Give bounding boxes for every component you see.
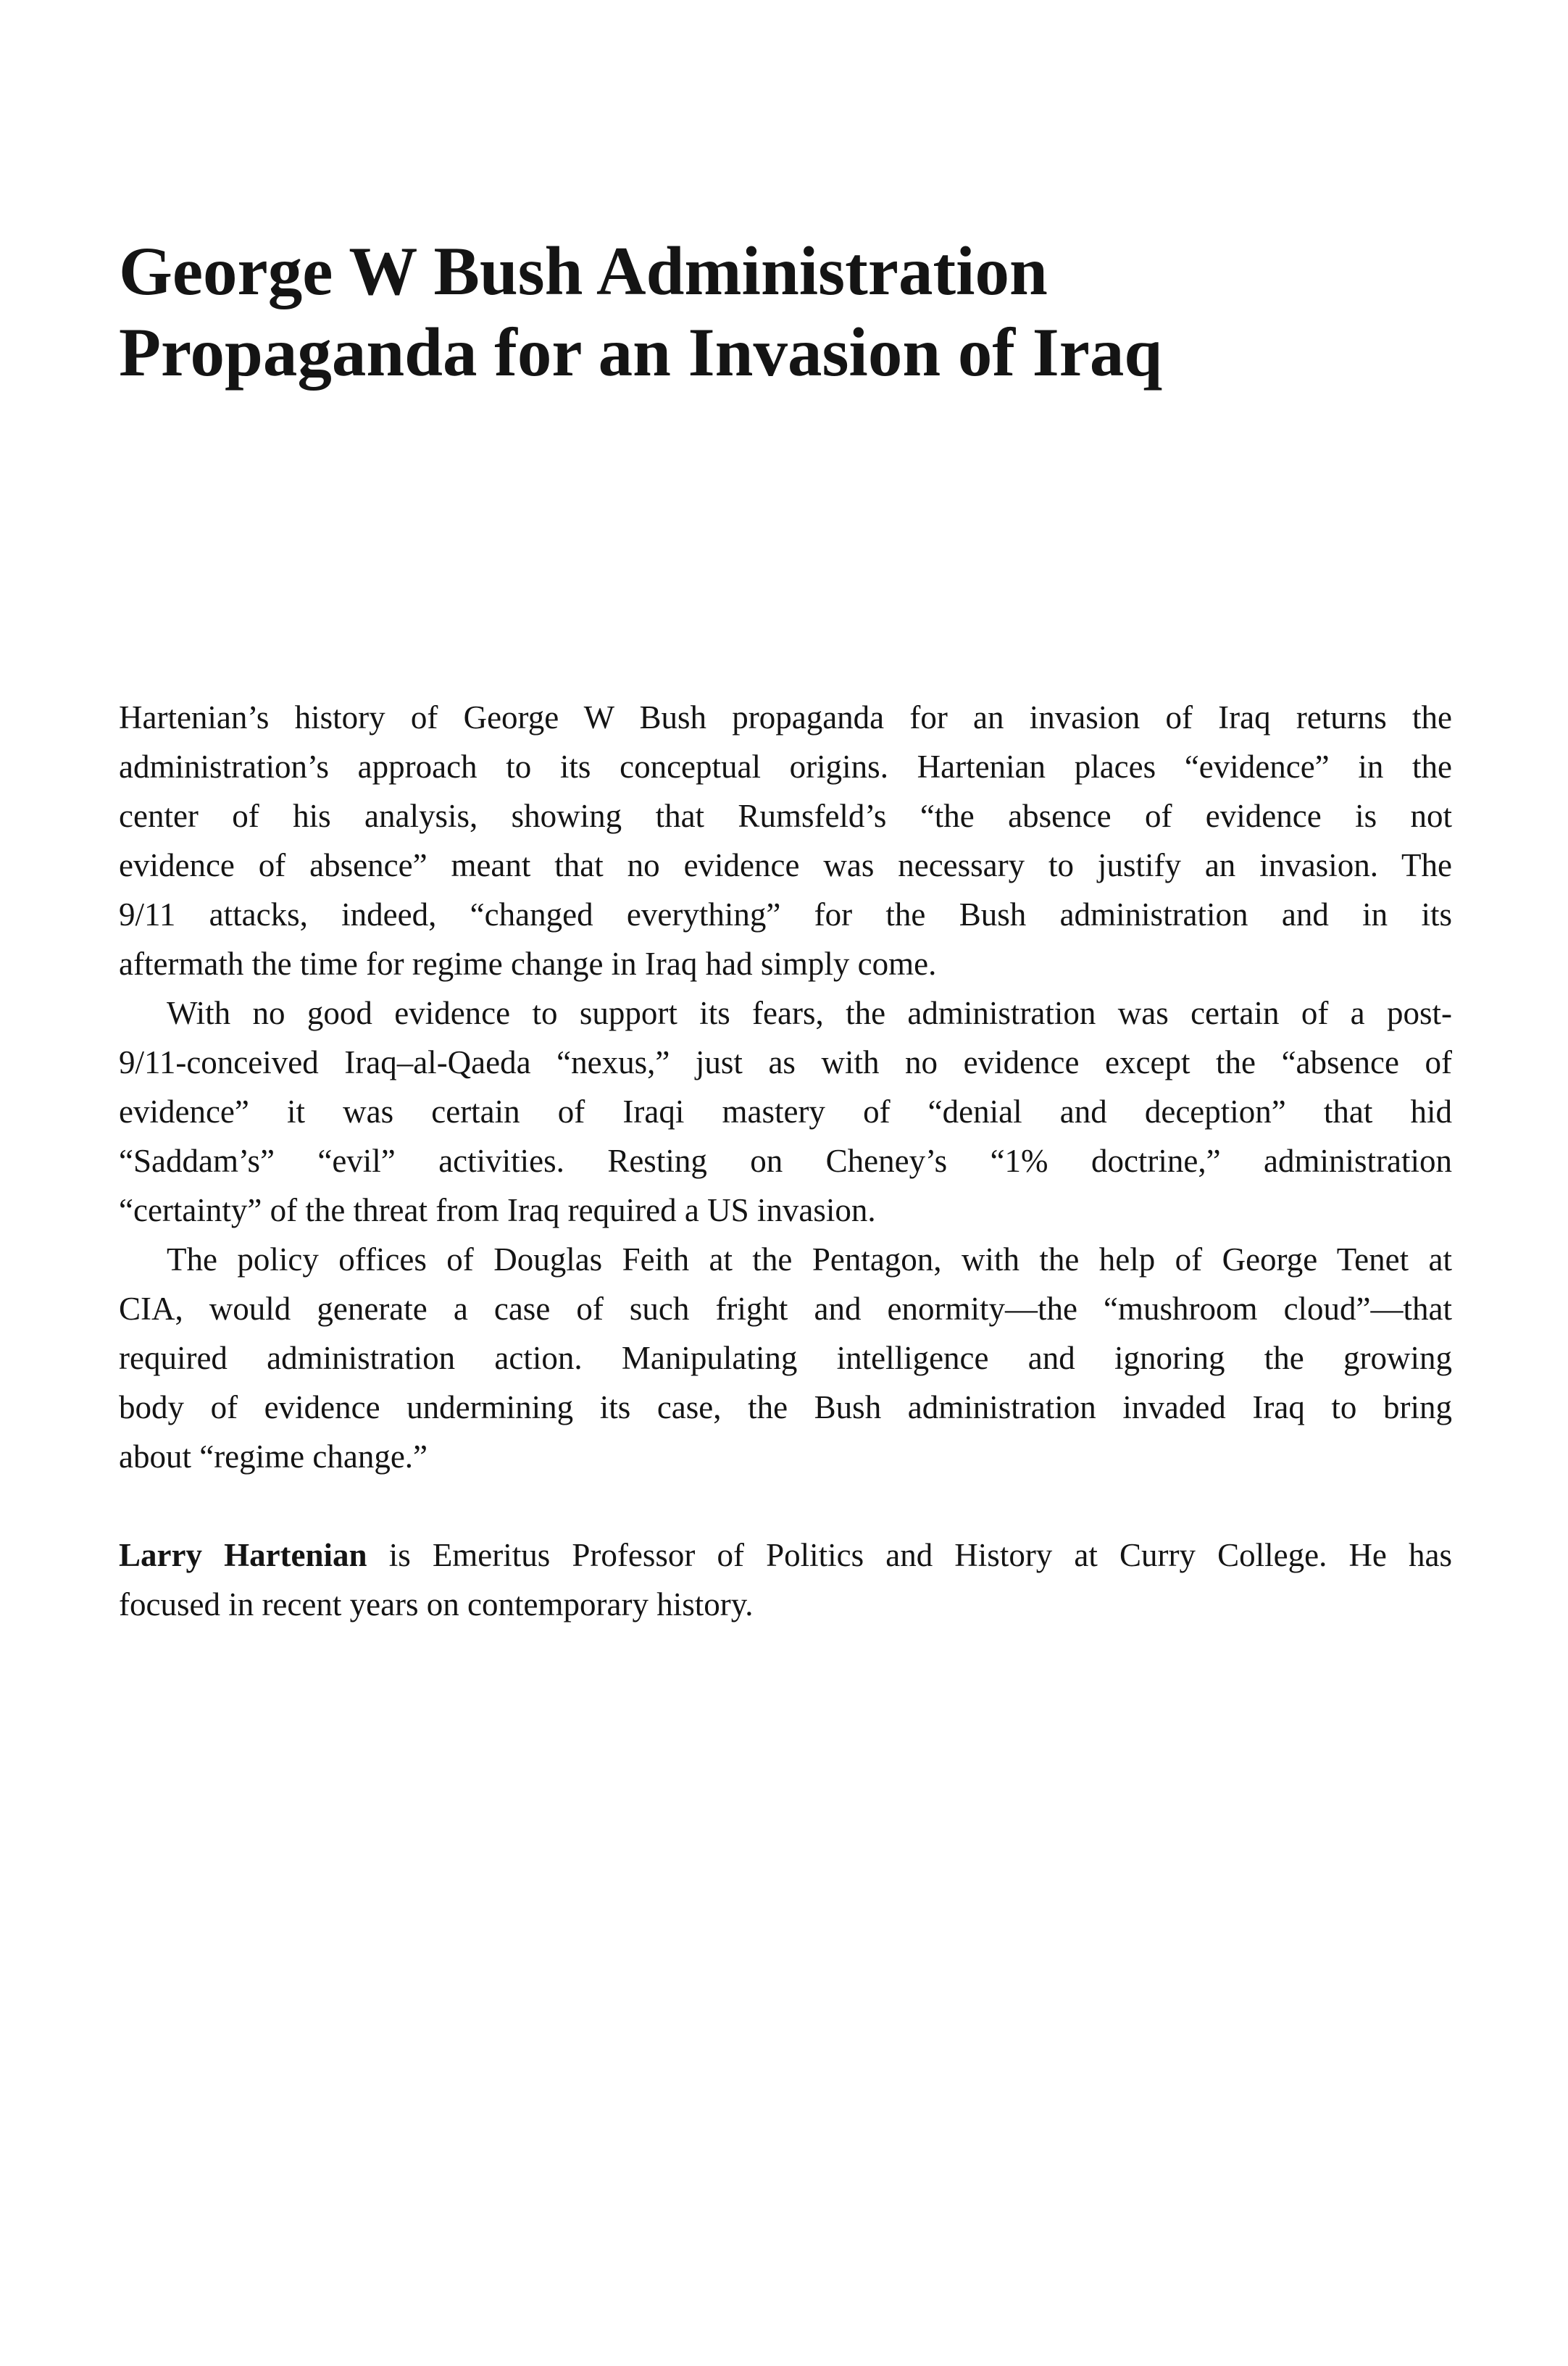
text-line: 9/11 attacks, indeed, “changed everything” for the Bush administration and in its — [119, 896, 1452, 933]
title-line-1: George W Bush Administration — [119, 233, 1048, 309]
paragraph — [119, 988, 1452, 1235]
text-line: administration’s approach to its conceptual origins. Hartenian places “evidence” in the — [119, 749, 1452, 785]
bio-line — [119, 1530, 1452, 1580]
paragraph — [119, 693, 1452, 988]
paragraph — [119, 1235, 1452, 1481]
text-line: With no good evidence to support its fears, the administration was certain of a post- — [167, 995, 1452, 1031]
text-line: evidence of absence” meant that no evidence was necessary to justify an invasion. The — [119, 847, 1452, 883]
bio-first-line-text: is Emeritus Professor of Politics and History at Curry College. He has — [367, 1537, 1453, 1573]
text-line: required administration action. Manipulating intelligence and ignoring the growing — [119, 1340, 1452, 1376]
text-line: body of evidence undermining its case, the Bush administration invaded Iraq to bring — [119, 1389, 1452, 1425]
text-line: “Saddam’s” “evil” activities. Resting on Cheney’s “1% doctrine,” administration — [119, 1143, 1452, 1179]
text-line: center of his analysis, showing that Rumsfeld’s “the absence of evidence is not — [119, 798, 1452, 834]
text-line: evidence” it was certain of Iraqi mastery of “denial and deception” that hid — [119, 1094, 1452, 1130]
text-line: The policy offices of Douglas Feith at the Pentagon, with the help of George Tenet at — [167, 1241, 1452, 1278]
title-line-2: Propaganda for an Invasion of Iraq — [119, 314, 1163, 391]
text-line: Hartenian’s history of George W Bush propaganda for an invasion of Iraq returns the — [119, 699, 1452, 736]
text-line: 9/11-conceived Iraq–al-Qaeda “nexus,” just as with no evidence except the “absence of — [119, 1044, 1452, 1080]
body-text-column — [119, 693, 1452, 1629]
text-line: aftermath the time for regime change in Iraq had simply come. — [119, 946, 937, 982]
text-line: about “regime change.” — [119, 1438, 428, 1475]
author-bio — [119, 1530, 1452, 1629]
text-line: “certainty” of the threat from Iraq required a US invasion. — [119, 1192, 876, 1228]
page-title — [119, 230, 1452, 393]
body-paragraphs — [119, 693, 1452, 1481]
text-line: CIA, would generate a case of such fright and enormity—the “mushroom cloud”—that — [119, 1291, 1452, 1327]
author-name: Larry Hartenian — [119, 1537, 367, 1573]
bio-line: focused in recent years on contemporary history. — [119, 1586, 754, 1623]
